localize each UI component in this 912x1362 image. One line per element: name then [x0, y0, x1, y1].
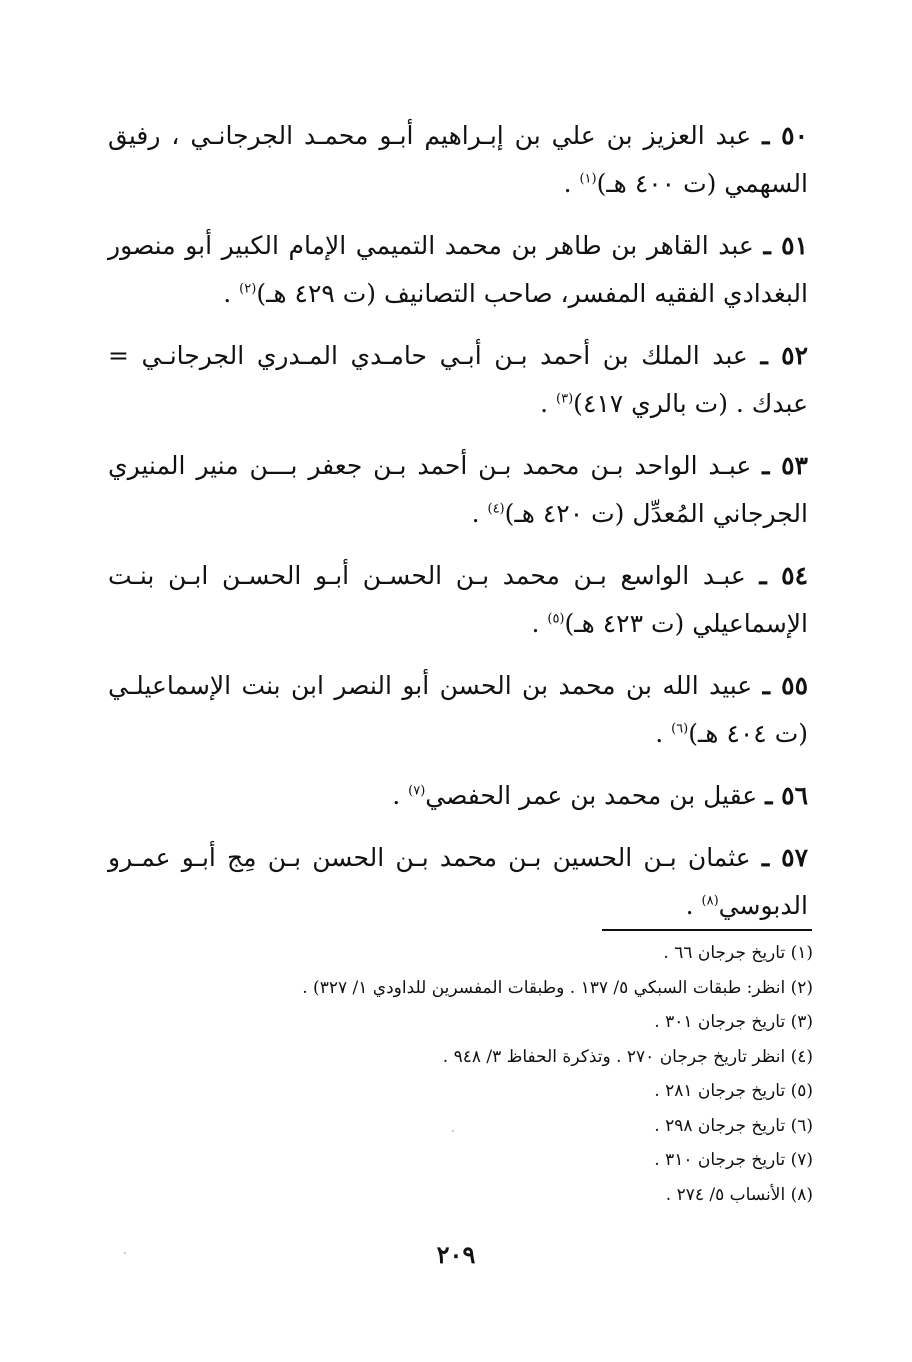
footnote-divider: [602, 929, 812, 931]
entry-number: ٥٠ ـ: [762, 121, 808, 150]
entry-text: عبـد الواسع بـن محمد بـن الحسـن أبـو الحسـن ابـن بنـت الإسماعيلي (ت ٤٢٣ هـ): [108, 561, 808, 638]
footnote-ref: (٦): [671, 721, 689, 737]
scan-speck: [452, 1130, 454, 1132]
footnote-3: (٣) تاريخ جرجان ٣٠١ .: [654, 1012, 813, 1032]
entry-number: ٥٣ ـ: [762, 451, 808, 480]
entry-text: عبـد الواحد بـن محمد بـن أحمد بـن جعفر بـــن منير المنيري الجرجاني المُعدِّل (ت ٤٢٠ هـ): [108, 451, 808, 528]
entry-text: عبد الملك بن أحمد بـن أبـي حامـدي المـدري الجرجانـي = عبدك . (ت بالري ٤١٧): [108, 341, 808, 418]
footnote-1: (١) تاريخ جرجان ٦٦ .: [663, 943, 813, 963]
footnote-ref: (٥): [547, 611, 565, 627]
entry-number: ٥٧ ـ: [761, 843, 809, 872]
entry-51: [108, 222, 808, 318]
entry-end: .: [685, 891, 702, 920]
entry-number: ٥٢ ـ: [760, 341, 809, 370]
footnote-7: (٧) تاريخ جرجان ٣١٠ .: [654, 1150, 813, 1170]
entry-number: ٥١ ـ: [763, 231, 809, 260]
entry-text: عبيد الله بن محمد بن الحسن أبو النصر ابن بنت الإسماعيلـي (ت ٤٠٤ هـ): [108, 671, 808, 748]
page-number: ٢٠٩: [436, 1240, 476, 1269]
footnote-ref: (٣): [556, 391, 574, 407]
entry-56: [108, 772, 808, 820]
entry-end: .: [531, 609, 548, 638]
entry-text: عقيل بن محمد بن عمر الحفصي: [425, 781, 758, 810]
entry-55: [108, 662, 808, 758]
entry-54: [108, 552, 808, 648]
scan-speck: [124, 1252, 126, 1254]
footnote-ref: (٧): [408, 783, 426, 799]
footnote-6: (٦) تاريخ جرجان ٢٩٨ .: [654, 1115, 813, 1136]
entry-57: [108, 834, 808, 930]
entry-number: ٥٤ ـ: [759, 561, 809, 590]
entry-number: ٥٥ ـ: [762, 671, 808, 700]
footnote-5: (٥) تاريخ جرجان ٢٨١ .: [654, 1081, 813, 1101]
entry-50: [108, 112, 808, 208]
entry-text: عثمان بـن الحسين بـن محمد بـن الحسن بـن مِج أبـو عمـرو الدبوسي: [108, 843, 808, 920]
entry-end: .: [655, 719, 672, 748]
footnote-ref: (٤): [487, 501, 505, 517]
footnotes: [108, 936, 813, 1212]
entry-text: عبد العزيز بن علي بن إبـراهيم أبـو محمـد الجرجانـي ، رفيق السهمي (ت ٤٠٠ هـ): [108, 121, 808, 198]
biography-entries: [108, 112, 808, 944]
footnote-ref: (١): [579, 171, 597, 187]
entry-number: ٥٦ ـ: [765, 781, 808, 810]
entry-end: .: [563, 169, 580, 198]
entry-text: عبد القاهر بن طاهر بن محمد التميمي الإمام الكبير أبو منصور البغدادي الفقيه المفسر، صاحب التصانيف (ت ٤٢٩ هـ): [108, 231, 808, 308]
entry-52: [108, 332, 808, 428]
entry-end: .: [540, 389, 557, 418]
footnote-2: (٢) انظر: طبقات السبكي ٥/ ١٣٧ . وطبقات المفسرين للداودي ١/ ٣٢٧) .: [302, 977, 813, 998]
footnote-ref: (٢): [239, 281, 257, 297]
footnote-4: (٤) انظر تاريخ جرجان ٢٧٠ . وتذكرة الحفاظ ٣/ ٩٤٨ .: [442, 1046, 813, 1067]
entry-53: [108, 442, 808, 538]
footnote-ref: (٨): [701, 893, 719, 909]
entry-end: .: [223, 279, 240, 308]
footnote-8: (٨) الأنساب ٥/ ٢٧٤ .: [665, 1184, 813, 1205]
entry-end: .: [471, 499, 488, 528]
entry-end: .: [392, 781, 409, 810]
